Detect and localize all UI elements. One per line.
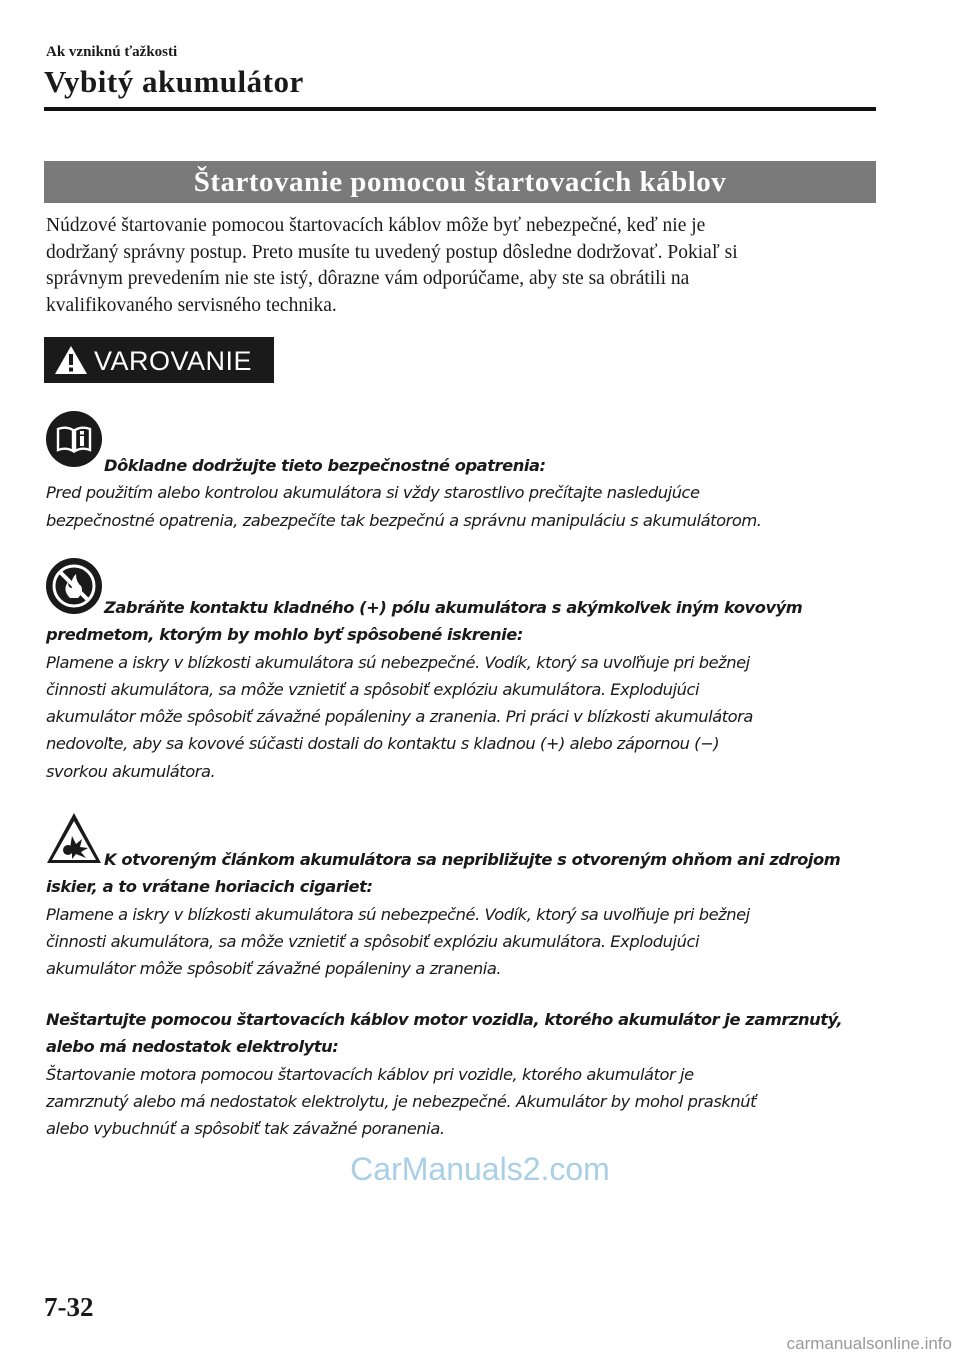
watermark-logo: CarManuals2.com: [350, 1151, 610, 1187]
precaution-item-explosion: [46, 846, 876, 982]
item-body: činnosti akumulátora, sa môže vznietiť a spôsobiť explóziu akumulátora. Explodujúci: [46, 679, 700, 699]
intro-line: kvalifikovaného servisného technika.: [46, 294, 337, 316]
item-body: činnosti akumulátora, sa môže vznietiť a spôsobiť explóziu akumulátora. Explodujúci: [46, 931, 700, 951]
item-lead: Zabráňte kontaktu kladného (+) pólu akumulátora s akýmkoľvek iným kovovým: [104, 598, 803, 617]
item-body: Plamene a iskry v blízkosti akumulátora sú nebezpečné. Vodík, ktorý sa uvoľňuje pri bežnej: [46, 652, 750, 672]
item-body: bezpečnostné opatrenia, zabezpečíte tak bezpečnú a správnu manipuláciu s akumulátorom.: [46, 510, 762, 530]
item-lead: predmetom, ktorým by mohlo byť spôsobené iskrenie:: [46, 625, 523, 645]
item-body: akumulátor môže spôsobiť závažné popáleniny a zranenia.: [46, 959, 502, 979]
item-body: Pred použitím alebo kontrolou akumulátora si vždy starostlivo prečítajte nasledujúce: [46, 483, 700, 503]
page-title: Vybitý akumulátor: [44, 64, 304, 99]
intro-line: Núdzové štartovanie pomocou štartovacích káblov môže byť nebezpečné, keď nie je: [46, 215, 706, 236]
title-rule: [44, 107, 876, 111]
item-lead: Dôkladne dodržujte tieto bezpečnostné opatrenia:: [104, 456, 546, 475]
intro-line: dodržaný správny postup. Preto musíte tu uvedený postup dôsledne dodržovať. Pokiaľ si: [46, 241, 738, 263]
breadcrumb: Ak vzniknú ťažkosti: [46, 44, 178, 60]
warning-badge: [44, 337, 274, 383]
item-lead: alebo má nedostatok elektrolytu:: [46, 1037, 339, 1057]
warning-label: VAROVANIE: [94, 345, 253, 376]
precaution-item-manual: [46, 452, 876, 534]
item-body: Štartovanie motora pomocou štartovacích káblov pri vozidle, ktorého akumulátor je: [46, 1064, 694, 1084]
item-body: nedovoľte, aby sa kovové súčasti dostali do kontaktu s kladnou (+) alebo zápornou (−): [46, 734, 720, 754]
item-body: zamrznutý alebo má nedostatok elektrolytu, je nebezpečné. Akumulátor by mohol prasknúť: [46, 1091, 757, 1111]
item-body: alebo vybuchnúť a spôsobiť tak závažné poranenia.: [46, 1119, 445, 1139]
item-body: Plamene a iskry v blízkosti akumulátora sú nebezpečné. Vodík, ktorý sa uvoľňuje pri bežnej: [46, 904, 750, 924]
footer-site-watermark: carmanualsonline.info: [786, 1334, 952, 1353]
item-lead: K otvoreným článkom akumulátora sa nepribližujte s otvoreným ohňom ani zdrojom: [104, 850, 841, 869]
page-number: 7-32: [44, 1292, 94, 1322]
warning-triangle-icon: [54, 345, 88, 375]
item-body: svorkou akumulátora.: [46, 761, 216, 781]
intro-line: správnym prevedením nie ste istý, dôrazne vám odporúčame, aby ste sa obrátili na: [46, 268, 690, 289]
precaution-item-frozen: [46, 1006, 876, 1142]
intro-paragraph: [46, 213, 876, 319]
item-lead: Neštartujte pomocou štartovacích káblov motor vozidla, ktorého akumulátor je zamrznutý,: [46, 1010, 843, 1029]
precaution-item-flame: [46, 594, 876, 785]
section-banner: [44, 161, 876, 203]
item-lead: iskier, a to vrátane horiacich cigariet:: [46, 877, 373, 897]
item-body: akumulátor môže spôsobiť závažné popáleniny a zranenia. Pri práci v blízkosti akumulátora: [46, 707, 753, 727]
section-title: Štartovanie pomocou štartovacích káblov: [193, 165, 727, 198]
